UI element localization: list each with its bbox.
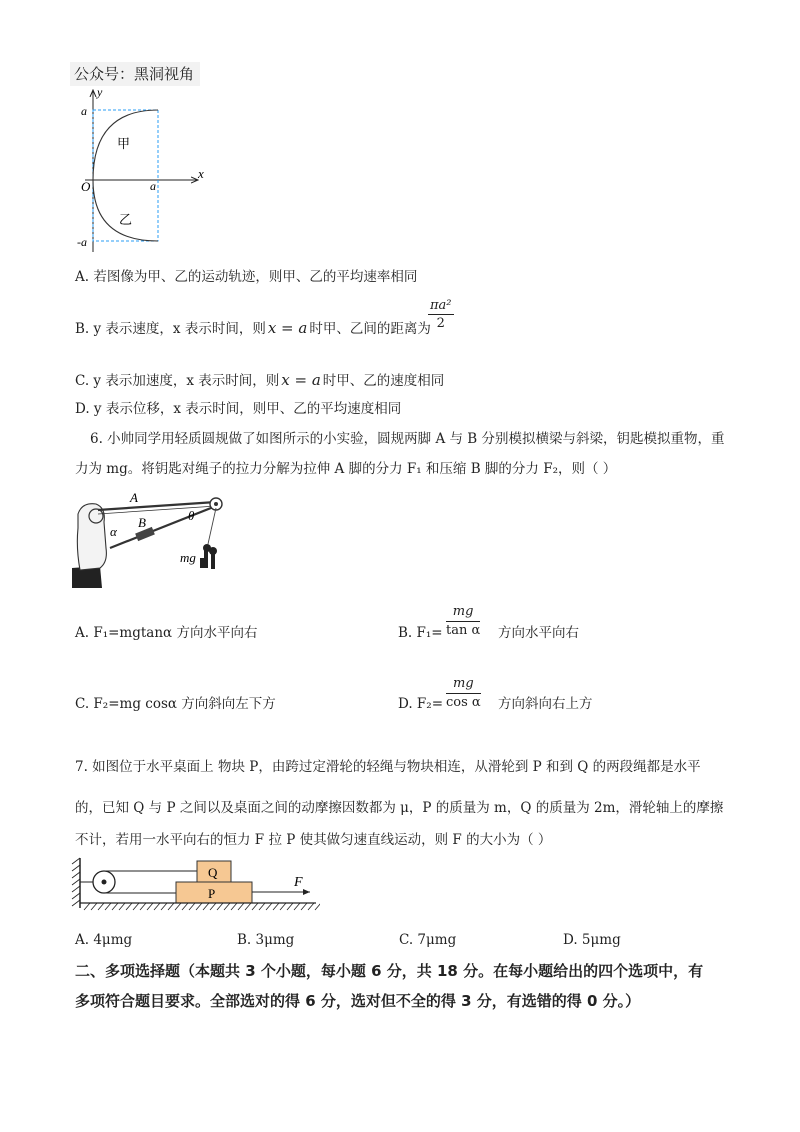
floor-hatch-line (112, 903, 118, 910)
floor-hatch-line (119, 903, 125, 910)
q7-option-c: C. 7μmg (399, 932, 457, 948)
q6-option-b-fraction (446, 604, 480, 638)
floor-hatch-line (252, 903, 258, 910)
q5-option-b-numerator: πa² (430, 298, 452, 313)
q5-option-c (75, 371, 444, 390)
floor-hatch-line (273, 903, 279, 910)
block-q-label: Q (208, 865, 218, 880)
q7-option-d: D. 5μmg (563, 932, 621, 948)
q5-option-b-math: x = a (267, 319, 308, 337)
floor-hatch-line (315, 903, 320, 910)
q6-option-d-fraction (446, 676, 481, 710)
q7-option-b: B. 3μmg (237, 932, 295, 948)
q5-option-c-pre: C. y 表示加速度，x 表示时间，则 (75, 373, 280, 389)
fig2-label-b: B (138, 515, 146, 530)
q6-option-d-denominator: cos α (446, 695, 481, 710)
floor-hatch-line (182, 903, 188, 910)
neg-a-label: -a (77, 235, 87, 249)
floor-hatch-line (105, 903, 111, 910)
q5-option-b (75, 319, 431, 338)
fig2-label-a: A (130, 490, 138, 505)
floor-hatch-line (175, 903, 181, 910)
q5-option-b-post: 时甲、乙间的距离为 (309, 321, 431, 337)
floor-hatch-line (84, 903, 90, 910)
floor-hatch-line (238, 903, 244, 910)
floor-hatch-line (224, 903, 230, 910)
figure-compass-keys (70, 488, 250, 592)
q6-option-d-pre: D. F₂= (398, 696, 444, 712)
q6-option-b-post: 方向水平向右 (498, 625, 579, 641)
q6-stem-line1: 6. 小帅同学用轻质圆规做了如图所示的小实验，圆规两脚 A 与 B 分别模拟横梁与斜梁，钥匙模拟重物，重 (90, 431, 725, 447)
q6-option-b-denominator: tan α (446, 623, 481, 638)
floor-hatch-line (266, 903, 272, 910)
q5-option-b-denominator: 2 (436, 316, 445, 331)
fig2-label-mg: mg (180, 550, 196, 565)
q7-stem-line2: 的，已知 Q 与 P 之间以及桌面之间的动摩擦因数都为 μ，P 的质量为 m，Q 的质量为 2m，滑轮轴上的摩擦 (75, 800, 724, 816)
floor-hatch-line (161, 903, 167, 910)
q5-option-b-pre: B. y 表示速度，x 表示时间，则 (75, 321, 266, 337)
floor-hatching (84, 903, 320, 910)
q7-stem-line3: 不计，若用一水平向右的恒力 F 拉 P 使其做匀速直线运动，则 F 的大小为（ ） (75, 832, 552, 848)
floor-hatch-line (294, 903, 300, 910)
y-axis-label: y (97, 85, 103, 99)
a-right-label: a (150, 179, 156, 193)
floor-hatch-line (168, 903, 174, 910)
floor-hatch-line (210, 903, 216, 910)
floor-hatch-line (147, 903, 153, 910)
floor-hatch-line (259, 903, 265, 910)
floor-hatch-line (189, 903, 195, 910)
fig2-label-alpha: α (110, 524, 117, 539)
q6-option-c: C. F₂=mg cosα 方向斜向左下方 (75, 696, 276, 712)
q5-option-a: A. 若图像为甲、乙的运动轨迹，则甲、乙的平均速率相同 (75, 269, 418, 285)
compass-leg-a (98, 502, 216, 510)
force-label: F (294, 875, 303, 890)
block-p-label: P (208, 886, 216, 901)
floor-hatch-line (280, 903, 286, 910)
keys-icon (200, 544, 217, 569)
pulley-axle (102, 880, 107, 885)
floor-hatch-line (301, 903, 307, 910)
floor-hatch-line (287, 903, 293, 910)
label-yi: 乙 (119, 212, 133, 227)
floor-hatch-line (217, 903, 223, 910)
compass-hinge-dot (214, 502, 218, 506)
q7-option-a: A. 4μmg (75, 932, 133, 948)
q5-option-c-math: x = a (281, 371, 321, 389)
floor-hatch-line (308, 903, 314, 910)
q5-option-b-fraction (428, 298, 454, 331)
x-axis-label: x (198, 166, 204, 181)
origin-label: O (81, 179, 91, 194)
fig2-label-theta: θ (188, 508, 195, 523)
floor-hatch-line (245, 903, 251, 910)
floor-hatch-line (91, 903, 97, 910)
watermark-text: 公众号：黑洞视角 (74, 65, 195, 83)
wall-hatching (72, 858, 80, 906)
floor-hatch-line (231, 903, 237, 910)
floor-hatch-line (196, 903, 202, 910)
q5-option-c-post: 时甲、乙的速度相同 (322, 373, 445, 389)
q6-option-d-numerator: mg (446, 676, 481, 694)
q6-option-d-post: 方向斜向右上方 (498, 696, 593, 712)
string (208, 508, 216, 544)
figure-pulley-blocks (70, 852, 320, 916)
floor-hatch-line (203, 903, 209, 910)
q6-option-b-numerator: mg (446, 604, 480, 622)
floor-hatch-line (140, 903, 146, 910)
floor-hatch-line (154, 903, 160, 910)
q6-option-b-pre: B. F₁= (398, 625, 443, 641)
q7-stem-line1: 7. 如图位于水平桌面上 物块 P，由跨过定滑轮的轻绳与物块相连，从滑轮到 P 和到 Q 的两段绳都是水平 (75, 759, 701, 775)
floor-hatch-line (98, 903, 104, 910)
floor-hatch-line (133, 903, 139, 910)
label-jia: 甲 (117, 136, 131, 151)
section2-heading-line1: 二、多项选择题（本题共 3 个小题，每小题 6 分，共 18 分。在每小题给出的四个选项中，有 (75, 962, 704, 980)
curve-yi (93, 180, 158, 241)
a-top-label: a (81, 104, 87, 118)
q5-option-d: D. y 表示位移，x 表示时间，则甲、乙的平均速度相同 (75, 401, 402, 417)
figure-semicircle-graph (70, 84, 220, 256)
floor-hatch-line (126, 903, 132, 910)
q6-stem-line2: 力为 mg。将钥匙对绳子的拉力分解为拉伸 A 脚的分力 F₁ 和压缩 B 脚的分力 F₂，则（ ） (75, 461, 617, 477)
q6-option-a: A. F₁=mgtanα 方向水平向右 (75, 625, 258, 641)
section2-heading-line2: 多项符合题目要求。全部选对的得 6 分，选对但不全的得 3 分，有选错的得 0 分。） (75, 992, 641, 1010)
